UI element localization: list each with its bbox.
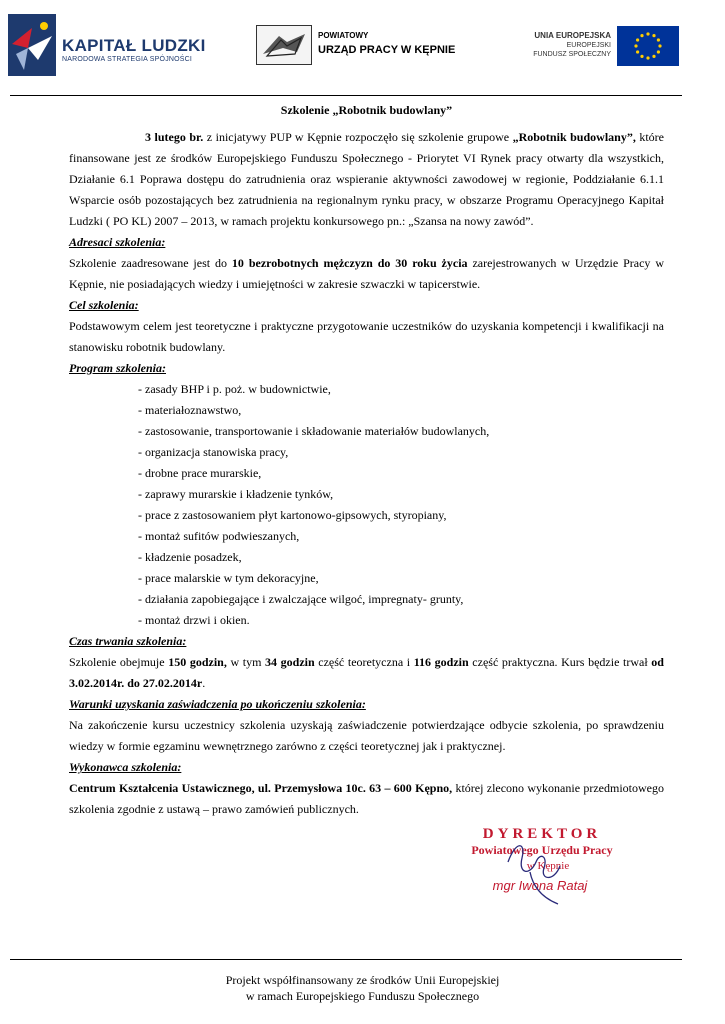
czas-hours-theory: 34 godzin <box>265 655 315 669</box>
wykonawca-text: której zlecono wykonanie przedmiotowego szkolenia zgodnie z ustawą – prawo zamówień publicznych. <box>69 781 664 816</box>
page-footer <box>0 972 725 1004</box>
stamp-line4: mgr Iwona Rataj <box>492 878 588 893</box>
section-heading-cel: Cel szkolenia: <box>69 298 139 312</box>
list-item: - prace z zastosowaniem płyt kartonowo-gipsowych, styropiany, <box>138 508 447 522</box>
eu-label <box>523 30 611 59</box>
list-item: - drobne prace murarskie, <box>138 466 262 480</box>
list-item: - zaprawy murarskie i kładzenie tynków, <box>138 487 334 501</box>
kapital-ludzki-emblem-icon <box>8 14 56 76</box>
wykonawca-name: Centrum Kształcenia Ustawicznego, ul. Przemysłowa 10c. 63 – 600 Kępno, <box>69 781 453 795</box>
list-item: - działania zapobiegające i zwalczające wilgoć, impregnaty- grunty, <box>138 592 464 606</box>
document-body <box>69 100 664 820</box>
pup-name-line2: URZĄD PRACY W KĘPNIE <box>318 44 456 56</box>
stamp-line3: w Kępnie <box>526 860 570 872</box>
section-heading-adresaci: Adresaci szkolenia: <box>69 235 166 249</box>
wykonawca-paragraph <box>69 778 664 820</box>
footer-line2: w ramach Europejskiego Funduszu Społecznego <box>245 989 480 1003</box>
czas-paragraph <box>69 652 664 694</box>
pup-name-line1: POWIATOWY <box>318 31 369 40</box>
list-item: - prace malarskie w tym dekoracyjne, <box>138 571 319 585</box>
pup-logo-icon <box>256 25 312 65</box>
czas-text-3: część teoretyczna i <box>314 655 414 669</box>
eu-line2: EUROPEJSKI <box>566 42 611 49</box>
czas-hours-total: 150 godzin, <box>168 655 227 669</box>
footer-divider <box>10 959 682 960</box>
page-header <box>0 0 725 96</box>
document-title: Szkolenie „Robotnik budowlany” <box>280 103 453 117</box>
czas-text-1: Szkolenie obejmuje <box>69 655 169 669</box>
stamp-line2: Powiatowego Urzędu Pracy <box>471 843 613 857</box>
adresaci-bold: 10 bezrobotnych mężczyzn do 30 roku życia <box>231 256 468 270</box>
section-heading-program: Program szkolenia: <box>69 361 167 375</box>
section-heading-wykonawca: Wykonawca szkolenia: <box>69 760 182 774</box>
adresaci-text-1: Szkolenie zaadresowane jest do <box>69 256 232 270</box>
eu-line1: UNIA EUROPEJSKA <box>534 31 611 40</box>
list-item: - zastosowanie, transportowanie i składowanie materiałów budowlanych, <box>138 424 490 438</box>
footer-line1: Projekt współfinansowany ze środków Unii Europejskiej <box>225 973 500 987</box>
list-item: - montaż sufitów podwieszanych, <box>138 529 300 543</box>
czas-text-2: w tym <box>226 655 266 669</box>
eu-line3: FUNDUSZ SPOŁECZNY <box>533 51 611 58</box>
intro-text-2: które finansowane jest ze środków Europejskiego Funduszu Społecznego - Priorytet VI Rynek pracy otwarty dla wszystkich, Działanie 6.1 Poprawa dostępu do zatrudnienia oraz wspieranie aktywności zawodowej w regionie, Poddziałanie 6.1.1 Wsparcie osób pozostających bez zatrudnienia na regionalnym rynku pracy, w obszarze Programu Operacyjnego Kapitał Ludzki ( PO KL) 2007 – 2013, w ramach projektu konkursowego pn.: „Szansa na nowy zawód”. <box>69 130 665 228</box>
czas-text-5: . <box>202 676 206 690</box>
intro-date: 3 lutego br. <box>145 130 204 144</box>
director-stamp <box>430 822 630 912</box>
warunki-paragraph: Na zakończenie kursu uczestnicy szkolenia uzyskają zaświadczenie potwierdzające odbycie szkolenia, po sprawdzeniu wiedzy w formie egzaminu wewnętrznego zarówno z części teoretycznej jak i praktycznej. <box>69 718 664 753</box>
czas-text-4: część praktyczna. Kurs będzie trwał <box>468 655 652 669</box>
adresaci-text-2: zarejestrowanych w Urzędzie Pracy w Kępnie, nie posiadających wiedzy i umiejętności w zakresie szwaczki w tapicerstwie. <box>69 256 664 291</box>
header-divider <box>10 95 682 96</box>
stamp-line1: DYREKTOR <box>482 826 602 842</box>
intro-text-1: z inicjatywy PUP w Kępnie rozpoczęło się szkolenie grupowe <box>203 130 513 144</box>
list-item: - organizacja stanowiska pracy, <box>138 445 289 459</box>
section-heading-warunki: Warunki uzyskania zaświadczenia po ukończeniu szkolenia: <box>69 697 366 711</box>
section-heading-czas: Czas trwania szkolenia: <box>69 634 187 648</box>
program-list <box>69 379 664 631</box>
intro-paragraph <box>69 127 664 232</box>
list-item: - zasady BHP i p. poż. w budownictwie, <box>138 382 331 396</box>
czas-dates: od 3.02.2014r. do 27.02.2014r <box>69 655 664 690</box>
kl-title: KAPITAŁ LUDZKI <box>62 36 206 55</box>
eu-flag-icon <box>617 26 679 66</box>
list-item: - kładzenie posadzek, <box>138 550 242 564</box>
kl-subtitle: NARODOWA STRATEGIA SPÓJNOŚCI <box>62 56 193 63</box>
adresaci-paragraph <box>69 253 664 295</box>
list-item: - montaż drzwi i okien. <box>138 613 250 627</box>
cel-paragraph: Podstawowym celem jest teoretyczne i praktyczne przygotowanie uczestników do uzyskania kompetencji i kwalifikacji na stanowisku robotnik budowlany. <box>69 319 664 354</box>
kapital-ludzki-logo <box>8 14 208 78</box>
list-item: - materiałoznawstwo, <box>138 403 242 417</box>
training-name: „Robotnik budowlany”, <box>512 130 636 144</box>
czas-hours-practice: 116 godzin <box>413 655 469 669</box>
